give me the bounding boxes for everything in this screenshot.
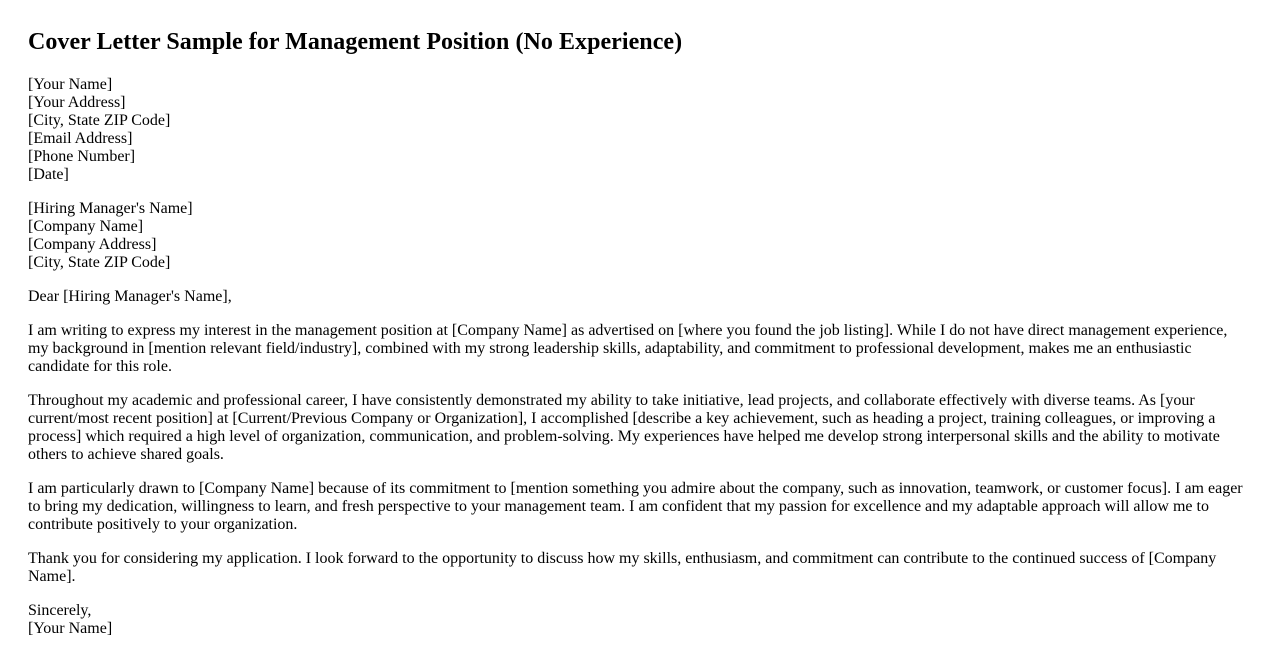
recipient-name: [Hiring Manager's Name] <box>28 200 193 217</box>
recipient-company: [Company Name] <box>28 218 144 235</box>
body-paragraph-intro: I am writing to express my interest in the management position at [Company Name] as advertised on [where you found the job listing]. While I do not have direct management experience, my background in [mention relevant field/industry], combined with my strong leadership skills, adaptability, and commitment to professional development, makes me an enthusiastic candidate for this role. <box>28 322 1228 375</box>
recipient-address-block <box>28 200 1250 272</box>
recipient-company-address: [Company Address] <box>28 236 157 253</box>
letter-date: [Date] <box>28 166 69 183</box>
recipient-city-state-zip: [City, State ZIP Code] <box>28 254 171 271</box>
document-page <box>28 0 1250 638</box>
sender-name: [Your Name] <box>28 76 113 93</box>
sender-address: [Your Address] <box>28 94 126 111</box>
sender-city-state-zip: [City, State ZIP Code] <box>28 112 171 129</box>
sender-email: [Email Address] <box>28 130 133 147</box>
signature-name: [Your Name] <box>28 620 113 637</box>
sender-address-block <box>28 76 1250 184</box>
sender-phone: [Phone Number] <box>28 148 136 165</box>
closing-block <box>28 602 1250 638</box>
body-paragraph-company-interest: I am particularly drawn to [Company Name] because of its commitment to [mention something you admire about the company, such as innovation, teamwork, or customer focus]. I am eager to bring my dedication, willingness to learn, and fresh perspective to your management team. I am confident that my passion for excellence and my adaptable approach will allow me to contribute positively to your organization. <box>28 480 1243 533</box>
document-title: Cover Letter Sample for Management Position (No Experience) <box>28 29 683 55</box>
salutation: Dear [Hiring Manager's Name], <box>28 288 232 305</box>
body-paragraph-experience: Throughout my academic and professional career, I have consistently demonstrated my ability to take initiative, lead projects, and collaborate effectively with diverse teams. As [your current/most recent position] at [Current/Previous Company or Organization], I accomplished [describe a key achievement, such as heading a project, training colleagues, or improving a process] which required a high level of organization, communication, and problem-solving. My experiences have helped me develop strong interpersonal skills and the ability to motivate others to achieve shared goals. <box>28 392 1220 463</box>
closing-phrase: Sincerely, <box>28 602 92 619</box>
body-paragraph-thanks: Thank you for considering my application. I look forward to the opportunity to discuss how my skills, enthusiasm, and commitment can contribute to the continued success of [Company Name]. <box>28 550 1217 585</box>
